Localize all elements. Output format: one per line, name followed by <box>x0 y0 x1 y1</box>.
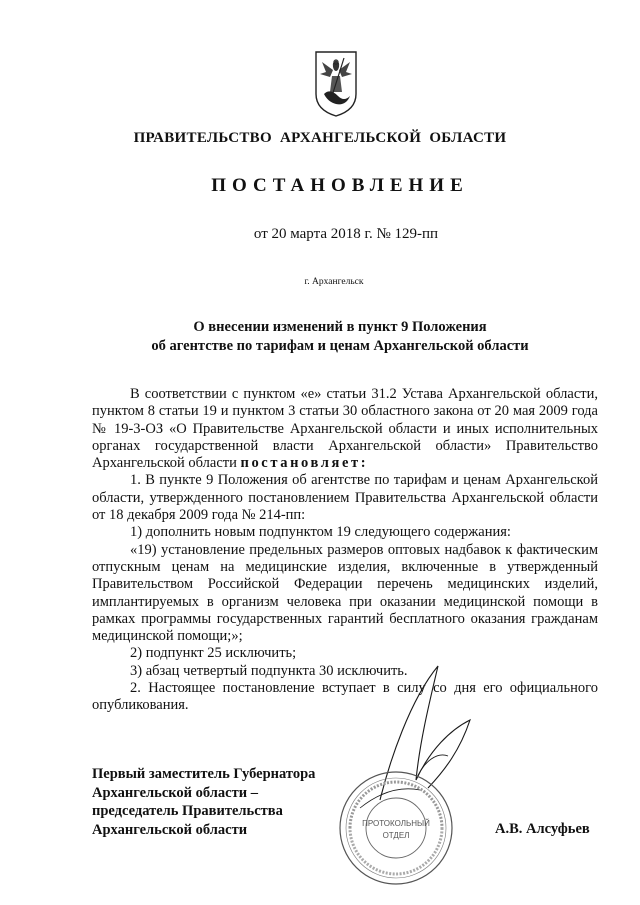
issuing-city: г. Архангельск <box>304 277 364 287</box>
official-stamp <box>336 768 456 888</box>
preamble-paragraph <box>92 386 598 472</box>
resolves-word: постановляет <box>240 455 361 472</box>
resolves-colon: : <box>360 455 366 472</box>
subject-line-2: об агентстве по тарифам и ценам Архангельской области <box>151 338 529 354</box>
document-date-number: от 20 марта 2018 г. № 129-пп <box>253 226 439 242</box>
signer-position-line-2: Архангельской области – <box>92 784 258 801</box>
document-type: ПОСТАНОВЛЕНИЕ <box>211 175 469 196</box>
archangel-coat-of-arms-icon <box>314 50 358 118</box>
stamp-text-1: ПРОТОКОЛЬНЫЙ <box>362 819 430 828</box>
subitem-3-paragraph: 3) абзац четвертый подпункта 30 исключить. <box>130 662 408 679</box>
stamp-text-2: ОТДЕЛ <box>382 831 410 840</box>
subitem-1-paragraph: 1) дополнить новым подпунктом 19 следующего содержания: <box>130 524 511 541</box>
signer-name: А.В. Алсуфьев <box>495 821 590 837</box>
preamble-text: В соответствии с пунктом «е» статьи 31.2 Устава Архангельской области, пунктом 8 статьи 19 и пунктом 3 статьи 30 областного закона от 20 мая 2009 года № 19-3-ОЗ «О Правительстве Архангельской области и иных исполнительных органах государственной власти Архангельской области» Правительство Архангельской области <box>92 386 598 472</box>
quoted-subitem-19: «19) установление предельных размеров оптовых надбавок к фактическим отпускным ценам на медицинские изделия, включенные в утвержденный Правительством Российской Федерации перечень медицинских изделий, имплантируемых в организм человека при оказании медицинской помощи в рамках программы государственных гарантий бесплатного оказания гражданам медицинской помощи;»; <box>92 541 598 645</box>
item-1-paragraph: 1. В пункте 9 Положения об агентстве по тарифам и ценам Архангельской области, утвержденного постановлением Правительства Архангельской области от 18 декабря 2009 года № 214-пп: <box>92 472 598 524</box>
subitem-2-paragraph: 2) подпункт 25 исключить; <box>130 645 297 662</box>
signer-position-line-1: Первый заместитель Губернатора <box>92 766 316 782</box>
signer-position-line-4: Архангельской области <box>92 821 248 838</box>
signer-position <box>92 765 315 839</box>
issuing-authority: ПРАВИТЕЛЬСТВО АРХАНГЕЛЬСКОЙ ОБЛАСТИ <box>133 130 507 146</box>
item-2-paragraph: 2. Настоящее постановление вступает в силу со дня его официального опубликования. <box>92 680 598 714</box>
subject-line-1: О внесении изменений в пункт 9 Положения <box>193 319 487 335</box>
signer-position-line-3: председатель Правительства <box>92 803 283 819</box>
document-subject <box>0 318 640 356</box>
